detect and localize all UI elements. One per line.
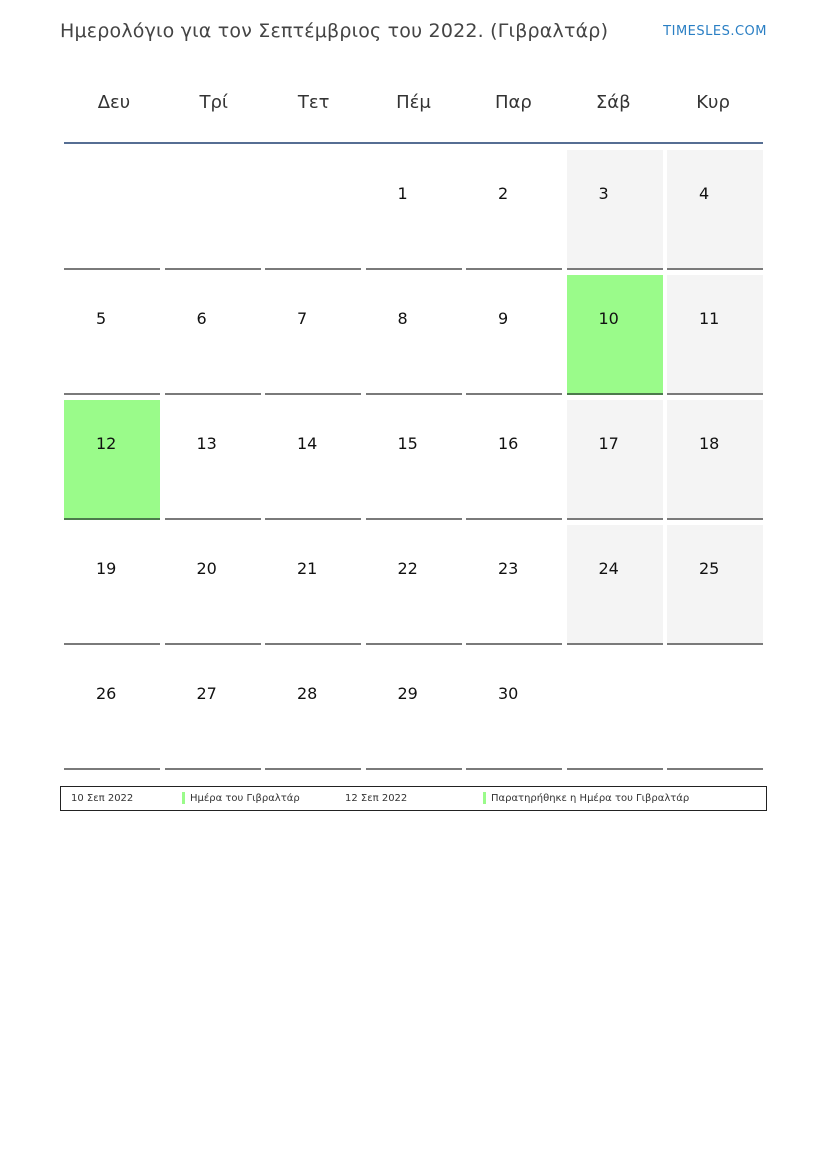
day-cell-18[interactable]	[667, 400, 763, 520]
day-number: 22	[397, 559, 418, 578]
legend-date: 10 Σεπ 2022	[71, 793, 134, 804]
header-divider	[64, 142, 763, 144]
day-cell-22[interactable]	[366, 525, 462, 645]
legend-date: 12 Σεπ 2022	[345, 793, 408, 804]
empty-day-cell	[64, 150, 160, 270]
day-cell-25[interactable]	[667, 525, 763, 645]
day-number: 13	[196, 434, 217, 453]
day-cell-4[interactable]	[667, 150, 763, 270]
day-number: 26	[96, 684, 117, 703]
weekday-label: Σάβ	[595, 92, 631, 113]
day-number: 20	[196, 559, 217, 578]
day-cell-17[interactable]	[567, 400, 663, 520]
day-cell-21[interactable]	[265, 525, 361, 645]
day-cell-8[interactable]	[366, 275, 462, 395]
day-number: 27	[196, 684, 217, 703]
day-number: 23	[498, 559, 519, 578]
day-cell-27[interactable]	[165, 650, 261, 770]
day-number: 21	[297, 559, 318, 578]
weekday-label: Δευ	[97, 92, 131, 113]
empty-day-cell	[265, 150, 361, 270]
day-cell-16[interactable]	[466, 400, 562, 520]
empty-day-cell	[165, 150, 261, 270]
day-cell-12[interactable]	[64, 400, 160, 520]
day-number: 16	[498, 434, 519, 453]
weekday-label: Παρ	[494, 92, 532, 113]
day-number: 30	[498, 684, 519, 703]
empty-day-cell	[667, 650, 763, 770]
day-cell-3[interactable]	[567, 150, 663, 270]
day-number: 7	[297, 309, 308, 328]
legend-holiday-name: Ημέρα του Γιβραλτάρ	[190, 793, 300, 804]
weekday-header	[64, 92, 763, 118]
day-number: 24	[598, 559, 619, 578]
day-cell-9[interactable]	[466, 275, 562, 395]
day-number: 15	[397, 434, 418, 453]
day-cell-23[interactable]	[466, 525, 562, 645]
page-title: Ημερολόγιο για τον Σεπτέμβριος του 2022. (Γιβραλτάρ)	[60, 20, 609, 42]
weekday-label: Κυρ	[696, 92, 730, 113]
day-cell-26[interactable]	[64, 650, 160, 770]
day-number: 5	[96, 309, 107, 328]
day-cell-30[interactable]	[466, 650, 562, 770]
day-number: 9	[498, 309, 509, 328]
holiday-legend	[60, 786, 767, 811]
legend-color-swatch	[483, 792, 486, 804]
day-cell-5[interactable]	[64, 275, 160, 395]
day-number: 1	[397, 184, 408, 203]
day-cell-6[interactable]	[165, 275, 261, 395]
day-number: 3	[598, 184, 609, 203]
day-cell-29[interactable]	[366, 650, 462, 770]
day-cell-10[interactable]	[567, 275, 663, 395]
day-number: 10	[598, 309, 619, 328]
legend-color-swatch	[182, 792, 185, 804]
day-cell-24[interactable]	[567, 525, 663, 645]
day-cell-2[interactable]	[466, 150, 562, 270]
empty-day-cell	[567, 650, 663, 770]
day-cell-20[interactable]	[165, 525, 261, 645]
day-cell-13[interactable]	[165, 400, 261, 520]
day-cell-7[interactable]	[265, 275, 361, 395]
day-number: 19	[96, 559, 117, 578]
day-number: 4	[699, 184, 710, 203]
day-number: 29	[397, 684, 418, 703]
weekday-label: Τρί	[199, 92, 229, 113]
day-cell-14[interactable]	[265, 400, 361, 520]
day-number: 28	[297, 684, 318, 703]
brand-link[interactable]: TIMESLES.COM	[663, 24, 767, 39]
day-number: 18	[699, 434, 720, 453]
day-cell-1[interactable]	[366, 150, 462, 270]
day-cell-28[interactable]	[265, 650, 361, 770]
day-number: 6	[196, 309, 207, 328]
weekday-label: Πέμ	[396, 92, 431, 113]
weekday-label: Τετ	[297, 92, 330, 113]
day-number: 11	[699, 309, 720, 328]
legend-holiday-name: Παρατηρήθηκε η Ημέρα του Γιβραλτάρ	[491, 793, 690, 804]
day-number: 2	[498, 184, 509, 203]
day-number: 12	[96, 434, 117, 453]
day-cell-19[interactable]	[64, 525, 160, 645]
calendar-grid	[64, 150, 763, 770]
day-cell-15[interactable]	[366, 400, 462, 520]
day-cell-11[interactable]	[667, 275, 763, 395]
day-number: 14	[297, 434, 318, 453]
day-number: 25	[699, 559, 720, 578]
day-number: 17	[598, 434, 619, 453]
day-number: 8	[397, 309, 408, 328]
